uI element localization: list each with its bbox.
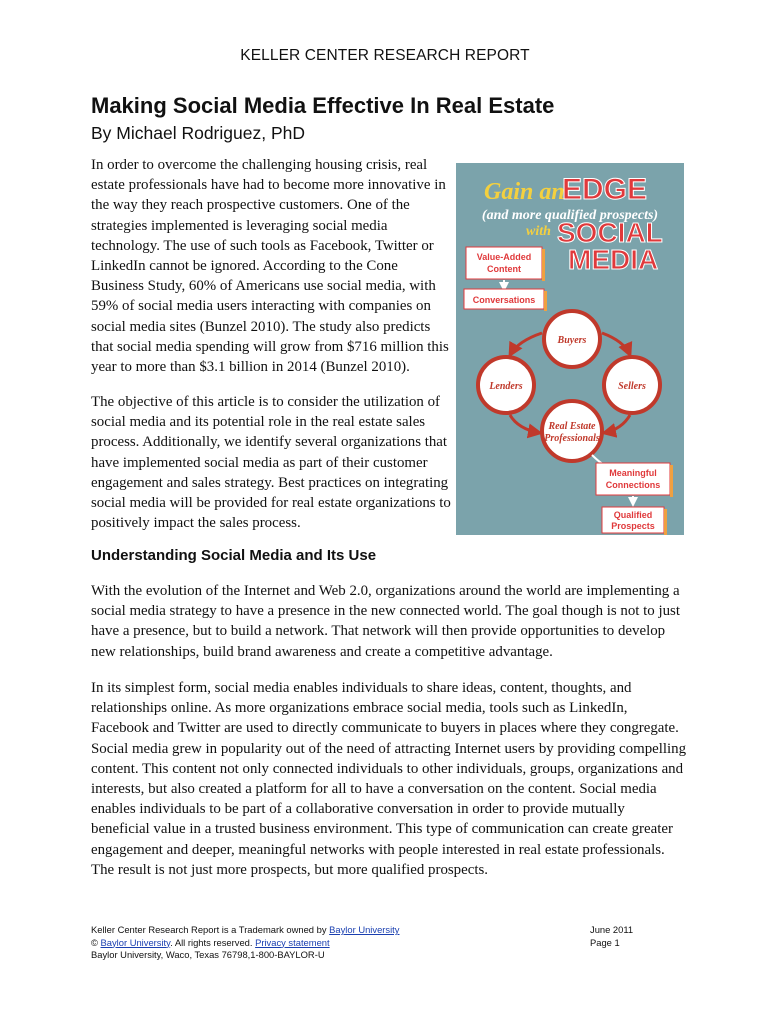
article-author: By Michael Rodriguez, PhD [91, 123, 305, 143]
intro-paragraph: In order to overcome the challenging housing crisis, real estate professionals have had to become more innovative in the way they reach prospective customers. One of the strategies implemented is leveraging social media technology. The use of such tools as Facebook, Twitter or LinkedIn cannot be ignored. According to the Cone Business Study, 60% of Americans use social media, with 59% of social media users interacting with companies on social media sites (Bunzel 2010). The study also predicts that social media spending will grow from $716 million this year to more than $3.1 billion in 2014 (Bunzel 2010). [91, 157, 449, 376]
buyers-node [544, 311, 600, 367]
article-title: Making Social Media Effective In Real Estate [91, 93, 555, 118]
baylor-link[interactable]: Baylor University [329, 924, 400, 935]
value-added-label-2: Content [487, 264, 521, 274]
edge-text: EDGE [562, 173, 648, 206]
svg-text:Real Estate: Real Estate [548, 421, 596, 432]
svg-text:Lenders: Lenders [489, 381, 523, 392]
qualified-label-1: Qualified [613, 510, 653, 520]
simplest-form-paragraph: In its simplest form, social media enables individuals to share ideas, content, thoughts, and relationships online. As more organizations embrace social media, tools such as LinkedIn, Facebook and Twitter are used to directly communicate to buyers in places where they congregate. Social media grew in popularity out of the need of attracting Internet users by providing compelling content. This content not only connected individuals to other individuals, groups, organizations and interests, but also created a platform for all to have a conversation on the content. Social media enables individuals to be part of a collaborative conversation in order to provide mutually beneficial value in a trusted business environment. This type of communication can create greater engagement and deeper, meaningful networks with people interested in real estate professionals. The result is not just more prospects, but more qualified prospects. [91, 680, 687, 878]
svg-text:Buyers: Buyers [557, 335, 587, 346]
svg-text:Professionals: Professionals [544, 433, 600, 444]
privacy-statement-link[interactable]: Privacy statement [255, 936, 330, 948]
meaningful-label-2: Connections [605, 480, 661, 490]
svg-text:Sellers: Sellers [618, 381, 646, 392]
social-media-infographic [456, 163, 684, 535]
objective-paragraph: The objective of this article is to consider the utilization of social media and its potential role in the real estate sales process. Additionally, we identify several organizations that have implemented social media as part of their customer engagement and sales strategy. Best practices on integrating social media will be provided for real estate organizations to positively impact the sales process. [91, 394, 451, 532]
evolution-paragraph: With the evolution of the Internet and Web 2.0, organizations around the world are implementing a social media strategy to have a presence in the new connected world. The goal though is not to just have a presence, but to build a network. That network will then provide opportunities to develop new relationships, build brand awareness and create a competitive advantage. [91, 583, 680, 660]
social-text: SOCIAL [557, 217, 663, 248]
meaningful-label-1: Meaningful [609, 468, 657, 478]
with-text: with [526, 224, 551, 239]
real-estate-professionals-node [542, 401, 602, 461]
media-text: MEDIA [568, 244, 659, 275]
qualified-label-2: Prospects [611, 521, 655, 531]
footer-date-page [590, 924, 633, 949]
lenders-node [478, 357, 534, 413]
page-footer [91, 924, 651, 962]
section-heading: Understanding Social Media and Its Use [91, 547, 377, 564]
footer-line-3: Baylor University, Waco, Texas 76798,1-800-BAYLOR-U [91, 949, 325, 960]
value-added-label-1: Value-Added [476, 252, 532, 262]
footer-line-1: Keller Center Research Report is a Trademark owned by Baylor University [91, 924, 400, 935]
report-header: KELLER CENTER RESEARCH REPORT [240, 47, 530, 64]
footer-date: June 2011 [590, 924, 634, 935]
conversations-label: Conversations [472, 295, 536, 305]
sellers-node [604, 357, 660, 413]
baylor-copyright-link[interactable]: Baylor University [100, 936, 171, 948]
gain-an-text: Gain an [484, 179, 565, 205]
subtitle-text: (and more qualified prospects) [481, 208, 659, 223]
footer-page-number: Page 1 [590, 936, 620, 948]
footer-line-2: © Baylor University. All rights reserved. Privacy statement [91, 936, 330, 948]
